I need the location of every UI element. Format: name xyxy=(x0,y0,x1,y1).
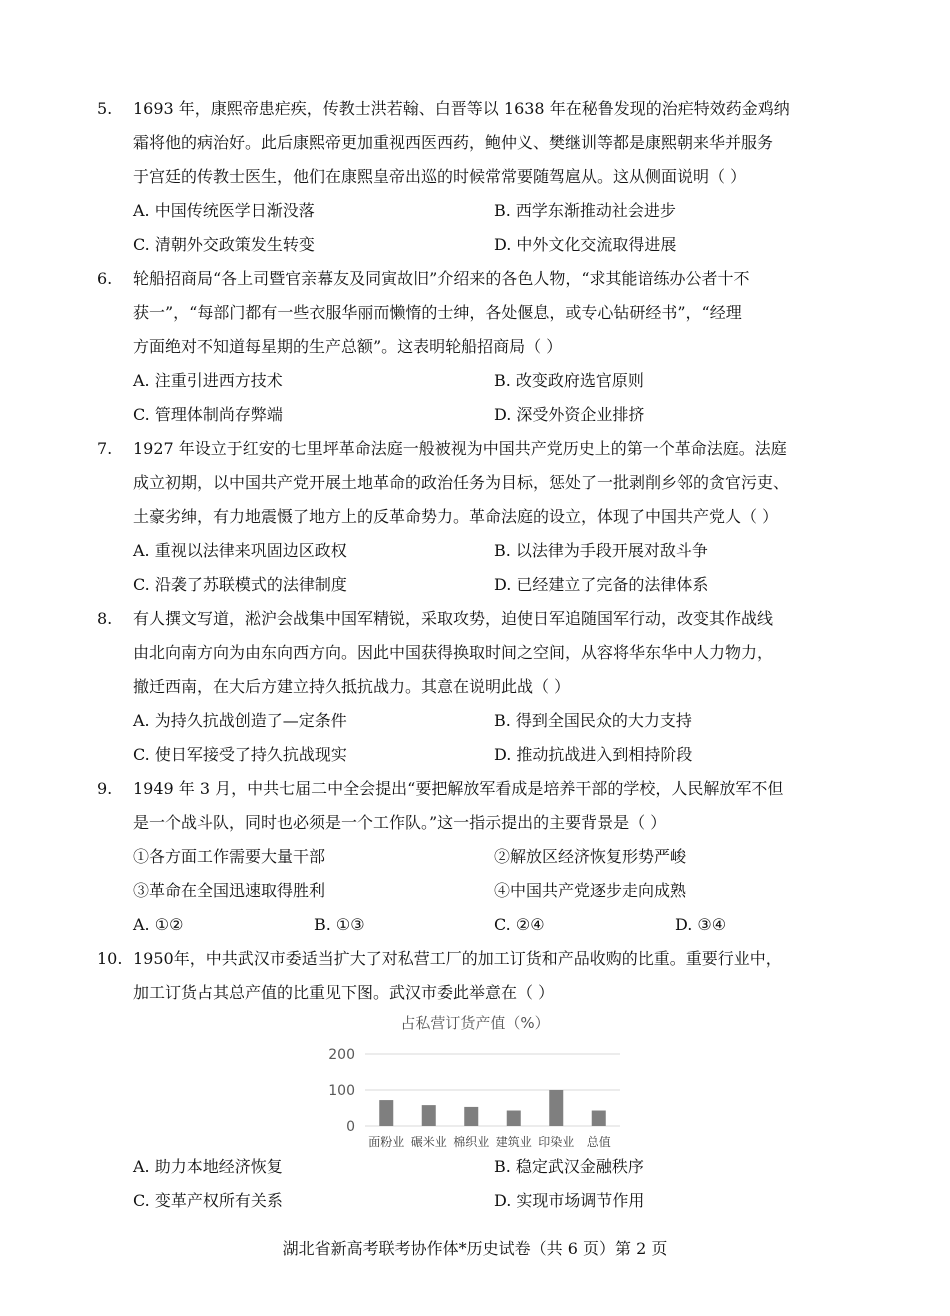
question-text-line: 轮船招商局“各上司暨官亲幕友及同寅故旧”介绍来的各色人物，“求其能谙练办公者十不 xyxy=(133,269,750,288)
statement-4: ④中国共产党逐步走向成熟 xyxy=(494,881,687,900)
question-text-line: 撤迁西南，在大后方建立持久抵抗战力。其意在说明此战（ ） xyxy=(133,677,571,696)
question-text-line: 是一个战斗队，同时也必须是一个工作队。”这一指示提出的主要背景是（ ） xyxy=(133,813,667,832)
x-tick-label: 面粉业 xyxy=(368,1135,405,1149)
chart-title: 占私营订货产值（%） xyxy=(400,1014,550,1032)
option-c: C. 清朝外交政策发生转变 xyxy=(133,235,315,254)
statement-3: ③革命在全国迅速取得胜利 xyxy=(133,881,326,900)
question-text-line: 获一”，“每部门都有一些衣服华丽而懒惰的士绅，各处偃息，或专心钻研经书”，“经理 xyxy=(133,303,742,322)
question-text-line: 有人撰文写道，淞沪会战集中国军精锐，采取攻势，迫使日军追随国军行动，改变其作战线 xyxy=(133,609,774,628)
bar-1 xyxy=(422,1105,436,1126)
option-c: C. 沿袭了苏联模式的法律制度 xyxy=(133,575,347,594)
y-tick-label: 200 xyxy=(328,1047,355,1063)
option-c: C. ②④ xyxy=(494,915,545,934)
option-d: D. 推动抗战进入到相持阶段 xyxy=(494,745,693,764)
question-number: 9. xyxy=(97,779,113,798)
question-text-line: 由北向南方向为由东向西方向。因此中国获得换取时间之空间，从容将华东华中人力物力， xyxy=(133,643,774,662)
bar-2 xyxy=(464,1107,478,1126)
option-d: D. 中外文化交流取得进展 xyxy=(494,235,677,254)
question-number: 5. xyxy=(97,99,113,118)
x-tick-label: 总值 xyxy=(586,1135,611,1149)
bar-chart xyxy=(320,1040,630,1160)
option-b: B. 稳定武汉金融秩序 xyxy=(494,1157,644,1176)
x-tick-label: 印染业 xyxy=(538,1135,575,1149)
option-b: B. 以法律为手段开展对敌斗争 xyxy=(494,541,708,560)
bar-3 xyxy=(507,1111,521,1126)
option-b: B. 改变政府选官原则 xyxy=(494,371,644,390)
option-a: A. ①② xyxy=(133,915,184,934)
question-text-line: 1950年，中共武汉市委适当扩大了对私营工厂的加工订货和产品收购的比重。重要行业中， xyxy=(133,949,782,968)
question-text-line: 1693 年，康熙帝患疟疾，传教士洪若翰、白晋等以 1638 年在秘鲁发现的治疟特效药金鸡纳 xyxy=(133,99,790,118)
option-a: A. 注重引进西方技术 xyxy=(133,371,283,390)
bar-5 xyxy=(592,1111,606,1126)
option-d: D. 已经建立了完备的法律体系 xyxy=(494,575,709,594)
option-b: B. ①③ xyxy=(314,915,365,934)
x-tick-label: 碾米业 xyxy=(410,1135,447,1149)
y-tick-label: 0 xyxy=(346,1119,355,1135)
question-text-line: 方面绝对不知道每星期的生产总额”。这表明轮船招商局（ ） xyxy=(133,337,563,356)
option-a: A. 为持久抗战创造了—定条件 xyxy=(133,711,347,730)
question-number: 7. xyxy=(97,439,113,458)
option-d: D. 实现市场调节作用 xyxy=(494,1191,645,1210)
option-c: C. 管理体制尚存弊端 xyxy=(133,405,283,424)
statement-1: ①各方面工作需要大量干部 xyxy=(133,847,326,866)
option-d: D. ③④ xyxy=(675,915,727,934)
question-text-line: 加工订货占其总产值的比重见下图。武汉市委此举意在（ ） xyxy=(133,983,555,1002)
option-c: C. 使日军接受了持久抗战现实 xyxy=(133,745,347,764)
question-text-line: 霜将他的病治好。此后康熙帝更加重视西医西药，鲍仲义、樊继训等都是康熙朝来华并服务 xyxy=(133,133,774,152)
question-number: 6. xyxy=(97,269,113,288)
x-tick-label: 建筑业 xyxy=(495,1135,532,1149)
question-text-line: 成立初期，以中国共产党开展土地革命的政治任务为目标，惩处了一批剥削乡邻的贪官污吏、 xyxy=(133,473,790,492)
option-a: A. 助力本地经济恢复 xyxy=(133,1157,283,1176)
bar-4 xyxy=(549,1090,563,1126)
question-text-line: 1949 年 3 月，中共七届二中全会提出“要把解放军看成是培养干部的学校，人民解放军不但 xyxy=(133,779,784,798)
option-b: B. 得到全国民众的大力支持 xyxy=(494,711,692,730)
question-text-line: 1927 年设立于红安的七里坪革命法庭一般被视为中国共产党历史上的第一个革命法庭。法庭 xyxy=(133,439,787,458)
y-tick-label: 100 xyxy=(328,1083,355,1099)
statement-2: ②解放区经济恢复形势严峻 xyxy=(494,847,687,866)
question-number: 10. xyxy=(97,949,123,968)
option-d: D. 深受外资企业排挤 xyxy=(494,405,645,424)
question-text-line: 于宫廷的传教士医生，他们在康熙皇帝出巡的时候常常要随驾扈从。这从侧面说明（ ） xyxy=(133,167,747,186)
option-b: B. 西学东渐推动社会进步 xyxy=(494,201,676,220)
option-a: A. 中国传统医学日渐没落 xyxy=(133,201,315,220)
bar-0 xyxy=(379,1100,393,1126)
question-number: 8. xyxy=(97,609,113,628)
page-footer: 湖北省新高考联考协作体*历史试卷（共 6 页）第 2 页 xyxy=(282,1239,668,1258)
question-text-line: 土豪劣绅，有力地震慑了地方上的反革命势力。革命法庭的设立，体现了中国共产党人（ ） xyxy=(133,507,779,526)
option-c: C. 变革产权所有关系 xyxy=(133,1191,283,1210)
option-a: A. 重视以法律来巩固边区政权 xyxy=(133,541,347,560)
x-tick-label: 棉织业 xyxy=(453,1135,490,1149)
